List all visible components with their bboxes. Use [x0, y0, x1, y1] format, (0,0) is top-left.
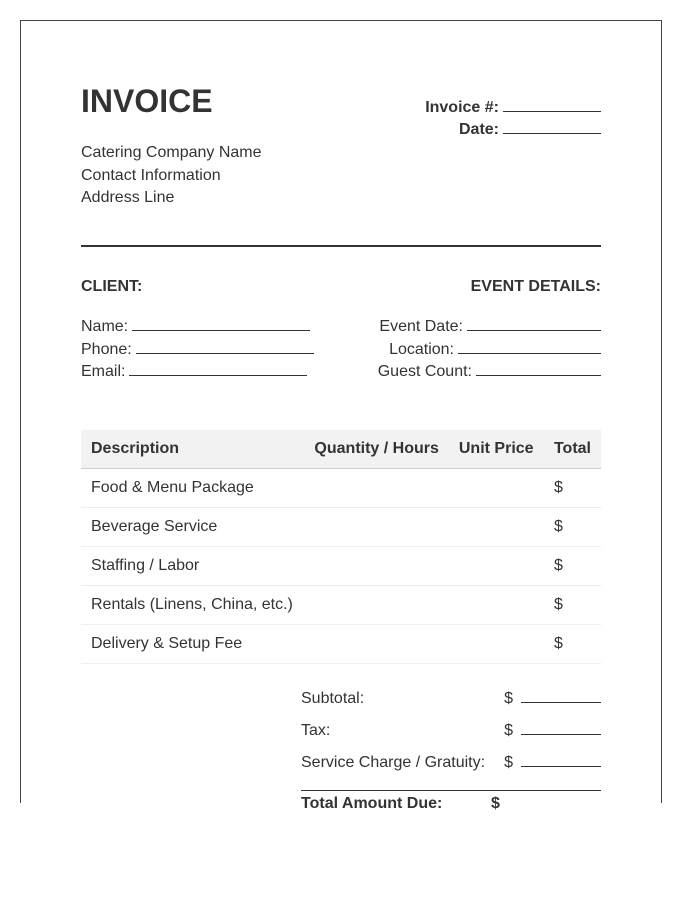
- item-quantity-cell[interactable]: [304, 625, 449, 664]
- totals-section: [301, 687, 601, 783]
- event-guest-label: Guest Count:: [377, 363, 472, 380]
- subtotal-label: Subtotal:: [301, 690, 365, 707]
- table-row: [81, 547, 601, 586]
- service-charge-amount: [504, 751, 601, 775]
- event-date-label: Event Date:: [379, 318, 463, 335]
- subtotal-currency: $: [504, 690, 513, 707]
- client-heading: CLIENT:: [81, 278, 143, 295]
- company-name: Catering Company Name: [81, 144, 262, 161]
- column-header-description: Description: [81, 430, 304, 469]
- tax-row: [301, 719, 601, 751]
- client-email-field[interactable]: [129, 361, 307, 376]
- client-name-field[interactable]: [132, 316, 310, 331]
- client-fields: [81, 316, 314, 384]
- client-phone-label: Phone:: [81, 340, 132, 358]
- event-guest-field[interactable]: [476, 361, 601, 376]
- service-charge-label: Service Charge / Gratuity:: [301, 754, 486, 771]
- company-address: Address Line: [81, 189, 175, 206]
- total-due-label: Total Amount Due:: [301, 795, 443, 812]
- table-header-row: [81, 430, 601, 469]
- item-unit-price-cell[interactable]: [449, 469, 544, 508]
- line-items-table: [81, 430, 601, 664]
- invoice-date-field[interactable]: [503, 119, 601, 134]
- total-due-currency: $: [491, 795, 500, 812]
- tax-currency: $: [504, 722, 513, 739]
- service-charge-currency: $: [504, 754, 513, 771]
- event-date-field[interactable]: [467, 316, 601, 331]
- item-description: Food & Menu Package: [81, 469, 304, 508]
- table-row: [81, 586, 601, 625]
- subtotal-row: [301, 687, 601, 719]
- service-charge-row: [301, 751, 601, 783]
- item-total: $: [544, 469, 601, 508]
- invoice-number-label: Invoice #:: [425, 99, 499, 116]
- column-header-quantity: Quantity / Hours: [304, 430, 449, 469]
- header-divider: [81, 245, 601, 247]
- event-details-heading: EVENT DETAILS:: [470, 278, 601, 295]
- invoice-date-row: [425, 119, 601, 141]
- event-location-label: Location:: [389, 340, 454, 358]
- invoice-title: INVOICE: [81, 83, 213, 119]
- column-header-unit-price: Unit Price: [449, 430, 544, 469]
- item-unit-price-cell[interactable]: [449, 586, 544, 625]
- tax-amount: [504, 719, 601, 743]
- subtotal-field[interactable]: [521, 688, 601, 703]
- invoice-number-row: [425, 97, 601, 119]
- item-unit-price-cell[interactable]: [449, 508, 544, 547]
- event-fields: [378, 316, 601, 384]
- item-description: Delivery & Setup Fee: [81, 625, 304, 664]
- company-info: [81, 142, 262, 210]
- client-name-label: Name:: [81, 318, 129, 335]
- client-email-label: Email:: [81, 363, 126, 380]
- table-row: [81, 625, 601, 664]
- item-quantity-cell[interactable]: [304, 508, 449, 547]
- item-unit-price-cell[interactable]: [449, 625, 544, 664]
- client-phone-field[interactable]: [136, 339, 314, 354]
- subtotal-amount: [504, 687, 601, 711]
- table-row: [81, 508, 601, 547]
- item-total: $: [544, 586, 601, 625]
- item-description: Beverage Service: [81, 508, 304, 547]
- event-location-row: [378, 339, 601, 362]
- tax-field[interactable]: [521, 720, 601, 735]
- item-description: Staffing / Labor: [81, 547, 304, 586]
- event-location-field[interactable]: [458, 339, 601, 354]
- event-guest-row: [378, 361, 601, 384]
- company-contact: Contact Information: [81, 166, 221, 184]
- item-quantity-cell[interactable]: [304, 547, 449, 586]
- client-phone-row: [81, 339, 314, 362]
- invoice-sheet: [20, 20, 662, 812]
- total-due-row: [301, 795, 601, 813]
- item-total: $: [544, 547, 601, 586]
- event-date-row: [378, 316, 601, 339]
- item-quantity-cell[interactable]: [304, 586, 449, 625]
- column-header-total: Total: [544, 430, 601, 469]
- totals-divider: [301, 790, 601, 791]
- item-total: $: [544, 508, 601, 547]
- item-description: Rentals (Linens, China, etc.): [81, 586, 304, 625]
- tax-label: Tax:: [301, 722, 331, 739]
- invoice-number-field[interactable]: [503, 97, 601, 112]
- table-row: [81, 469, 601, 508]
- service-charge-field[interactable]: [521, 752, 601, 767]
- item-quantity-cell[interactable]: [304, 469, 449, 508]
- item-unit-price-cell[interactable]: [449, 547, 544, 586]
- invoice-date-label: Date:: [458, 121, 499, 138]
- item-total: $: [544, 625, 601, 664]
- invoice-meta: [425, 97, 601, 141]
- client-name-row: [81, 316, 314, 339]
- client-email-row: [81, 361, 314, 384]
